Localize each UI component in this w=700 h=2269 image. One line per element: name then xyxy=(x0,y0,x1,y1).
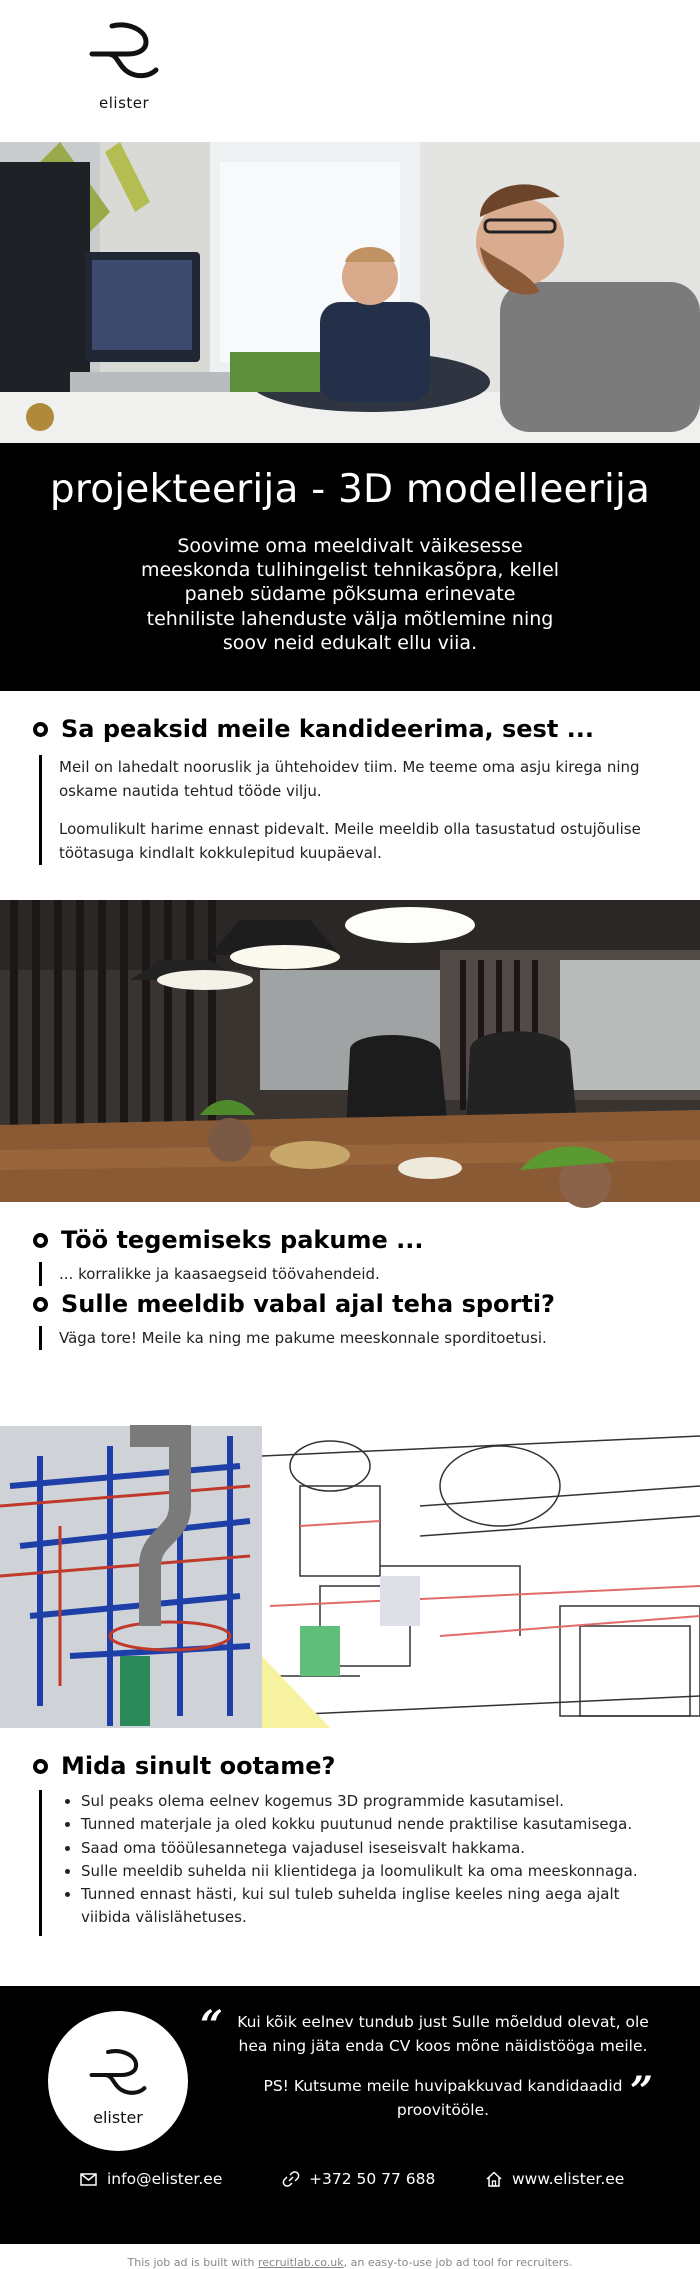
section-title: Sa peaksid meile kandideerima, sest ... xyxy=(61,715,595,743)
meeting-room-photo xyxy=(0,900,700,1202)
list-item: • Tunned ennast hästi, kui sul tuleb suhelda inglise keeles ning aega ajalt viibida välislähetuses. xyxy=(81,1883,660,1930)
list-item: • Tunned materjale ja oled kokku puutunud nende praktilise kasutamisega. xyxy=(81,1813,660,1836)
home-icon xyxy=(486,2171,502,2187)
hero-banner xyxy=(0,443,700,691)
brand-name: elister xyxy=(99,94,150,112)
website-link[interactable] xyxy=(486,2170,624,2188)
section-body xyxy=(39,1790,660,1936)
section-expectations xyxy=(0,1728,700,1986)
brand-name: elister xyxy=(93,2108,143,2127)
mail-icon xyxy=(80,2173,97,2186)
quote-note: PS! Kutsume meile huvipakkuvad kandidaadid proovitööle. xyxy=(263,2077,623,2120)
requirements-list xyxy=(59,1790,660,1930)
email-link[interactable] xyxy=(80,2170,222,2188)
credit-line xyxy=(0,2244,700,2269)
phone-text: +372 50 77 688 xyxy=(309,2170,436,2188)
email-text: info@elister.ee xyxy=(107,2170,223,2188)
elister-logo-icon xyxy=(88,20,160,88)
bullet-circle-icon xyxy=(33,722,48,737)
recruitlab-link[interactable]: recruitlab.co.uk xyxy=(257,2256,344,2269)
footer xyxy=(0,1986,700,2244)
paragraph: Loomulikult harime ennast pidevalt. Meile meeldib olla tasustatud ostujõulise töötasuga kindlalt kokkulepitud kuupäeval. xyxy=(59,820,641,862)
bullet-circle-icon xyxy=(33,1233,48,1248)
phone-link[interactable] xyxy=(283,2170,435,2188)
section-body xyxy=(39,1326,660,1350)
paragraph: Meil on lahedalt nooruslik ja ühtehoidev tiim. Me teeme oma asju kirega ning oskame nautida tehtud tööde vilju. xyxy=(59,758,640,800)
credit-suffix: , an easy-to-use job ad tool for recruiters. xyxy=(343,2256,573,2269)
section-title: Mida sinult ootame? xyxy=(61,1752,336,1780)
section-body xyxy=(39,755,660,865)
hero-intro: Soovime oma meeldivalt väikesesse meeskonda tulihingelist tehnikasõpra, kellel paneb südame põksuma erinevate tehniliste lahenduste välja mõtlemine ning soov neid edukalt ellu viia. xyxy=(140,534,560,654)
bullet-circle-icon xyxy=(33,1297,48,1312)
section-why-apply xyxy=(0,691,700,900)
bullet-circle-icon xyxy=(33,1759,48,1774)
website-text: www.elister.ee xyxy=(512,2170,625,2188)
footer-logo xyxy=(48,2011,188,2151)
closing-quote xyxy=(228,2010,658,2122)
paragraph: ... korralikke ja kaasaegseid töövahendeid. xyxy=(59,1265,380,1283)
header-logo xyxy=(0,0,700,142)
paragraph: Väga tore! Meile ka ning me pakume meeskonnale sporditoetusi. xyxy=(59,1329,547,1347)
list-item: • Sulle meeldib suhelda nii klientidega ja loomulikult ka oma meeskonnaga. xyxy=(81,1860,660,1883)
link-icon xyxy=(283,2171,299,2187)
quote-open-icon: “ xyxy=(200,2002,224,2049)
section-offer xyxy=(0,1202,700,1283)
list-item: • Saad oma tööülesannetega vajadusel iseseisvalt hakkama. xyxy=(81,1837,660,1860)
section-sport xyxy=(0,1270,700,1426)
section-title: Sulle meeldib vabal ajal teha sporti? xyxy=(61,1290,555,1318)
office-team-photo xyxy=(0,142,700,443)
credit-prefix: This job ad is built with xyxy=(127,2256,258,2269)
elister-logo-icon xyxy=(86,2047,150,2103)
3d-model-image xyxy=(0,1426,700,1728)
quote-text: Kui kõik eelnev tundub just Sulle mõeldud olevat, ole hea ning jäta enda CV koos mõne näidistööga meile. xyxy=(237,2013,649,2056)
job-title: projekteerija - 3D modelleerija xyxy=(49,467,651,512)
list-item: • Sul peaks olema eelnev kogemus 3D programmide kasutamisel. xyxy=(81,1790,660,1813)
quote-close-icon: ” xyxy=(630,2068,654,2115)
section-title: Töö tegemiseks pakume ... xyxy=(61,1226,424,1254)
